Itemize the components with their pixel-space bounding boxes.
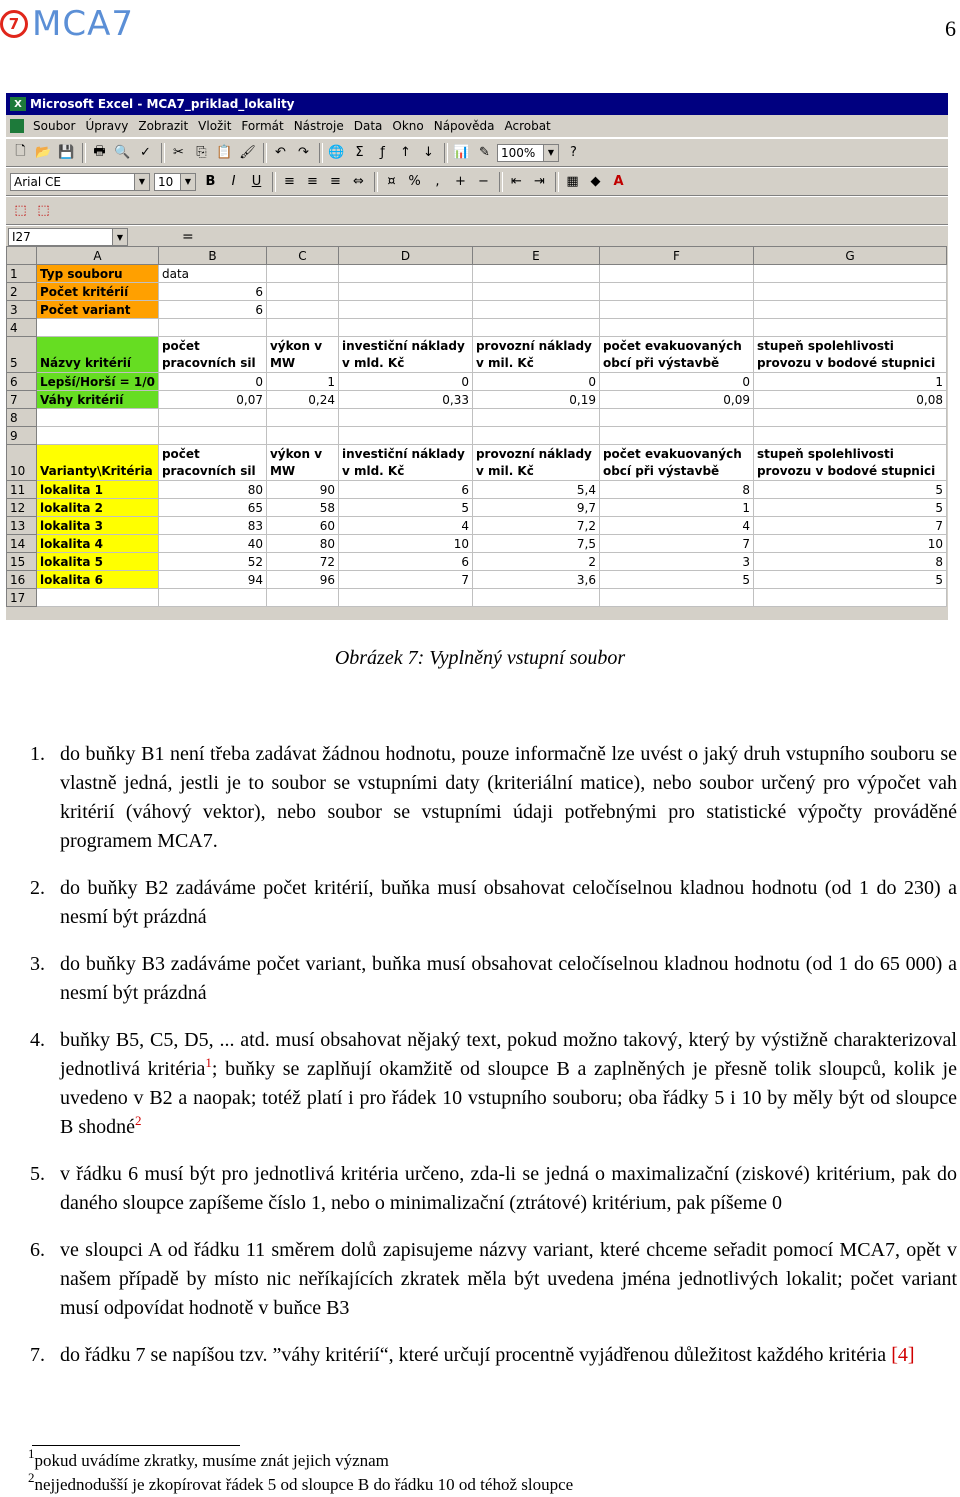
standard-toolbar xyxy=(6,138,948,167)
cell-d7[interactable]: 0,33 xyxy=(338,391,472,409)
cell-a2[interactable]: Počet kritérií xyxy=(37,283,159,301)
cell-f7[interactable]: 0,09 xyxy=(599,391,753,409)
decrease-indent-icon[interactable]: ⇤ xyxy=(511,174,522,189)
row-header[interactable]: 4 xyxy=(7,319,37,337)
column-header[interactable]: B xyxy=(158,247,266,265)
cell-e13[interactable]: 7,2 xyxy=(472,517,599,535)
cell-a14[interactable]: lokalita 4 xyxy=(37,535,159,553)
menu-nastroje[interactable]: Nástroje xyxy=(293,119,344,133)
open-folder-icon[interactable]: 📂 xyxy=(35,145,52,160)
sheet-row-3 xyxy=(7,301,947,319)
chevron-down-icon: ▼ xyxy=(134,174,149,190)
cell-e11[interactable]: 5,4 xyxy=(472,481,599,499)
cell-b14[interactable]: 40 xyxy=(158,535,266,553)
row-header[interactable]: 5 xyxy=(7,337,37,373)
sort-descending-icon[interactable]: ↓ xyxy=(423,145,434,160)
cell-a16[interactable]: lokalita 6 xyxy=(37,571,159,589)
row-header[interactable]: 17 xyxy=(7,589,37,607)
spreadsheet-grid[interactable] xyxy=(6,246,947,607)
chevron-down-icon: ▼ xyxy=(112,229,127,245)
cell-e16[interactable]: 3,6 xyxy=(472,571,599,589)
menu-upravy[interactable]: Úpravy xyxy=(85,119,129,133)
autosum-icon[interactable]: Σ xyxy=(355,145,364,160)
cell-d16[interactable]: 7 xyxy=(338,571,472,589)
column-header[interactable]: E xyxy=(472,247,599,265)
sheet-row-12 xyxy=(7,499,947,517)
formatting-toolbar xyxy=(6,167,948,196)
cell-a10[interactable]: Varianty\Kritéria xyxy=(37,445,159,481)
list-item: 5. v řádku 6 musí být pro jednotlivá kritéria určeno, zda-li se jedná o maximalizační (ziskové) kritérium, pak do daného sloupce zapíšeme číslo 1, nebo o minimalizační (ztrátové) kritérium, pak píšeme 0 xyxy=(30,1163,957,1214)
footnote-ref[interactable]: 2 xyxy=(135,1113,142,1128)
cell-a12[interactable]: lokalita 2 xyxy=(37,499,159,517)
underline-icon[interactable]: U xyxy=(251,174,262,189)
italic-icon[interactable]: I xyxy=(231,174,236,189)
decrease-decimal-icon[interactable]: − xyxy=(478,174,489,189)
pdf-email-icon[interactable]: ⬚ xyxy=(37,203,50,218)
cell-g5[interactable]: stupeň spolehlivosti provozu v bodové stupnici xyxy=(753,337,946,373)
cell-b12[interactable]: 65 xyxy=(158,499,266,517)
workbook-icon xyxy=(10,119,24,133)
bold-icon[interactable]: B xyxy=(205,174,216,189)
spellcheck-icon[interactable]: ✓ xyxy=(140,145,151,160)
cell-g6[interactable]: 1 xyxy=(753,373,946,391)
sheet-row-9 xyxy=(7,427,947,445)
save-icon[interactable]: 💾 xyxy=(58,145,75,160)
row-header[interactable]: 7 xyxy=(7,391,37,409)
cell-c6[interactable]: 1 xyxy=(266,373,338,391)
cell-e12[interactable]: 9,7 xyxy=(472,499,599,517)
list-item: 7. do řádku 7 se napíšou tzv. ”váhy kritérií“, které určují procentně vyjádřenou důležitost každého kritéria [4] xyxy=(30,1344,915,1366)
menu-vlozit[interactable]: Vložit xyxy=(198,119,232,133)
acrobat-toolbar xyxy=(6,196,948,225)
formula-equals: = xyxy=(182,229,194,245)
menu-zobrazit[interactable]: Zobrazit xyxy=(138,119,189,133)
cell-b6[interactable]: 0 xyxy=(158,373,266,391)
drawing-icon[interactable]: ✎ xyxy=(479,145,490,160)
cell-d11[interactable]: 6 xyxy=(338,481,472,499)
cell-g13[interactable]: 7 xyxy=(753,517,946,535)
column-header[interactable]: F xyxy=(599,247,753,265)
cell-g7[interactable]: 0,08 xyxy=(753,391,946,409)
column-header[interactable]: D xyxy=(338,247,472,265)
cell-c5[interactable]: výkon v MW xyxy=(266,337,338,373)
cell-d12[interactable]: 5 xyxy=(338,499,472,517)
cell-b7[interactable]: 0,07 xyxy=(158,391,266,409)
cell-c12[interactable]: 58 xyxy=(266,499,338,517)
cell-g11[interactable]: 5 xyxy=(753,481,946,499)
row-header[interactable]: 2 xyxy=(7,283,37,301)
list-item: 6. ve sloupci A od řádku 11 směrem dolů zapisujeme názvy variant, které chceme seřadit pomocí MCA7, opět v našem případě by místo nic neříkajících zkratek měla být uvedena jména jednotlivých lokalit; počet variant musí odpovídat hodnotě v buňce B3 xyxy=(30,1239,957,1319)
cell-e7[interactable]: 0,19 xyxy=(472,391,599,409)
menu-okno[interactable]: Okno xyxy=(392,119,424,133)
cell-c16[interactable]: 96 xyxy=(266,571,338,589)
cell-d14[interactable]: 10 xyxy=(338,535,472,553)
name-box[interactable]: I27 ▼ xyxy=(8,228,128,246)
menu-soubor[interactable]: Soubor xyxy=(33,119,76,133)
fill-color-icon[interactable]: ◆ xyxy=(590,174,601,189)
cell-c15[interactable]: 72 xyxy=(266,553,338,571)
row-header[interactable]: 10 xyxy=(7,445,37,481)
cell-g16[interactable]: 5 xyxy=(753,571,946,589)
cell-f16[interactable]: 5 xyxy=(599,571,753,589)
footnote-divider xyxy=(32,1445,240,1446)
figure-caption: Obrázek 7: Vyplněný vstupní soubor xyxy=(334,647,626,669)
menu-napoveda[interactable]: Nápověda xyxy=(433,119,495,133)
cell-a11[interactable]: lokalita 1 xyxy=(37,481,159,499)
sort-ascending-icon[interactable]: ↑ xyxy=(400,145,411,160)
cell-c14[interactable]: 80 xyxy=(266,535,338,553)
sheet-row-14 xyxy=(7,535,947,553)
cell-a6[interactable]: Lepší/Horší = 1/0 xyxy=(37,373,159,391)
pdf-convert-icon[interactable]: ⬚ xyxy=(14,203,27,218)
row-header[interactable]: 14 xyxy=(7,535,37,553)
cell-a1[interactable]: Typ souboru xyxy=(37,265,159,283)
sheet-row-17 xyxy=(7,589,947,607)
new-file-icon[interactable]: 🗋 xyxy=(15,143,26,159)
column-header[interactable]: C xyxy=(266,247,338,265)
column-header[interactable]: A xyxy=(37,247,159,265)
cell-f13[interactable]: 4 xyxy=(599,517,753,535)
sheet-row-11 xyxy=(7,481,947,499)
align-right-icon[interactable]: ≡ xyxy=(330,174,341,189)
menu-bar xyxy=(6,115,948,138)
redo-icon[interactable]: ↷ xyxy=(298,145,309,160)
cell-g10[interactable]: stupeň spolehlivosti provozu v bodové stupnici xyxy=(753,445,946,481)
merge-center-icon[interactable]: ⇔ xyxy=(353,174,364,189)
formula-bar xyxy=(6,225,948,248)
cell-a13[interactable]: lokalita 3 xyxy=(37,517,159,535)
currency-icon[interactable]: ¤ xyxy=(387,174,396,189)
cell-b10[interactable]: počet pracovních sil xyxy=(158,445,266,481)
sheet-row-6 xyxy=(7,373,947,391)
cell-e6[interactable]: 0 xyxy=(472,373,599,391)
cell-b13[interactable]: 83 xyxy=(158,517,266,535)
footnote: $^1$pokud uvádíme zkratky, musíme znát jejich význam xyxy=(28,1446,389,1470)
increase-decimal-icon[interactable]: + xyxy=(455,174,466,189)
select-all-corner[interactable] xyxy=(7,247,37,265)
menu-format[interactable]: Formát xyxy=(241,119,284,133)
sheet-row-8 xyxy=(7,409,947,427)
menu-acrobat[interactable]: Acrobat xyxy=(504,119,551,133)
cell-b5[interactable]: počet pracovních sil xyxy=(158,337,266,373)
chevron-down-icon: ▼ xyxy=(180,174,195,190)
row-header[interactable]: 3 xyxy=(7,301,37,319)
cell-d13[interactable]: 4 xyxy=(338,517,472,535)
cell-c10[interactable]: výkon v MW xyxy=(266,445,338,481)
increase-indent-icon[interactable]: ⇥ xyxy=(534,174,545,189)
cell-f15[interactable]: 3 xyxy=(599,553,753,571)
cell-b11[interactable]: 80 xyxy=(158,481,266,499)
help-icon[interactable]: ? xyxy=(570,145,577,160)
print-icon[interactable]: 🖶 xyxy=(93,143,106,159)
cell-b15[interactable]: 52 xyxy=(158,553,266,571)
excel-window xyxy=(6,93,948,620)
cell-a15[interactable]: lokalita 5 xyxy=(37,553,159,571)
excel-app-icon: X xyxy=(10,97,26,111)
sheet-row-16 xyxy=(7,571,947,589)
logo-ring-icon: 7 xyxy=(0,10,28,38)
column-header[interactable]: G xyxy=(753,247,946,265)
percent-icon[interactable]: % xyxy=(408,174,421,189)
cell-b16[interactable]: 94 xyxy=(158,571,266,589)
align-center-icon[interactable]: ≡ xyxy=(307,174,318,189)
row-header[interactable]: 11 xyxy=(7,481,37,499)
row-header[interactable]: 1 xyxy=(7,265,37,283)
cell-f12[interactable]: 1 xyxy=(599,499,753,517)
list-item: 3. do buňky B3 zadáváme počet variant, buňka musí obsahovat celočíselnou kladnou hodnotu (od 1 do 65 000) a nesmí být prázdná xyxy=(30,953,957,1004)
citation-link[interactable]: [4] xyxy=(891,1344,915,1366)
cell-d15[interactable]: 6 xyxy=(338,553,472,571)
cell-g15[interactable]: 8 xyxy=(753,553,946,571)
paste-icon[interactable]: 📋 xyxy=(216,145,233,160)
sheet-row-4 xyxy=(7,319,947,337)
cell-b1[interactable]: data xyxy=(158,265,266,283)
cell-e5[interactable]: provozní náklady v mil. Kč xyxy=(472,337,599,373)
row-header[interactable]: 12 xyxy=(7,499,37,517)
footnote: $^2$nejjednodušší je zkopírovat řádek 5 od sloupce B do řádku 10 od téhož sloupce xyxy=(28,1470,574,1494)
menu-data[interactable]: Data xyxy=(353,119,383,133)
chart-wizard-icon[interactable]: 📊 xyxy=(453,145,470,160)
cell-c7[interactable]: 0,24 xyxy=(266,391,338,409)
row-header[interactable]: 9 xyxy=(7,427,37,445)
sheet-row-5 xyxy=(7,337,947,373)
cell-c11[interactable]: 90 xyxy=(266,481,338,499)
sheet-row-10 xyxy=(7,445,947,481)
cell-f5[interactable]: počet evakuovaných obcí při výstavbě xyxy=(599,337,753,373)
row-header[interactable]: 8 xyxy=(7,409,37,427)
font-name-select[interactable]: Arial CE ▼ xyxy=(10,173,150,191)
sheet-row-13 xyxy=(7,517,947,535)
font-color-icon[interactable]: A xyxy=(613,174,624,189)
copy-icon[interactable]: ⎘ xyxy=(196,145,207,160)
cell-c13[interactable]: 60 xyxy=(266,517,338,535)
cell-a5[interactable]: Názvy kritérií xyxy=(37,337,159,373)
borders-icon[interactable]: ▦ xyxy=(566,174,579,189)
print-preview-icon[interactable]: 🔍 xyxy=(114,145,131,160)
cell-b3[interactable]: 6 xyxy=(158,301,266,319)
sheet-row-1 xyxy=(7,265,947,283)
window-title: Microsoft Excel - MCA7_priklad_lokality xyxy=(30,97,295,111)
cell-b2[interactable]: 6 xyxy=(158,283,266,301)
page-number: 6 xyxy=(945,16,956,41)
cell-e10[interactable]: provozní náklady v mil. Kč xyxy=(472,445,599,481)
cell-a3[interactable]: Počet variant xyxy=(37,301,159,319)
cell-d5[interactable]: investiční náklady v mld. Kč xyxy=(338,337,472,373)
instruction-list xyxy=(24,740,957,1388)
logo-text: MCA7 xyxy=(32,4,134,44)
cell-e14[interactable]: 7,5 xyxy=(472,535,599,553)
cell-f6[interactable]: 0 xyxy=(599,373,753,391)
row-header[interactable]: 15 xyxy=(7,553,37,571)
cell-d10[interactable]: investiční náklady v mld. Kč xyxy=(338,445,472,481)
list-item: 4. buňky B5, C5, D5, ... atd. musí obsahovat nějaký text, pokud možno takový, který by výstižně charakterizoval jednotlivá kritéria$^1$; buňky se zaplňují okamžitě od sloupce B a zaplněných je přesně tolik sloupců, kolik je uvedeno v B2 a naopak; totéž platí i pro řádek 10 vstupního souboru; oba řádky 5 i 10 by měly být od sloupce B shodné$^2$ xyxy=(30,1029,957,1138)
row-header[interactable]: 16 xyxy=(7,571,37,589)
thousands-icon[interactable]: , xyxy=(435,174,440,189)
cell-g14[interactable]: 10 xyxy=(753,535,946,553)
cut-icon[interactable]: ✂ xyxy=(173,145,184,160)
list-item: 1. do buňky B1 není třeba zadávat žádnou hodnotu, pouze informačně lze uvést o jaký druh vstupního souboru se vlastně jedná, jestli je to soubor se vstupními daty (kriteriální matice), nebo soubor určený pro výpočet vah kritérií (váhový vektor), nebo soubor se vstupními údaji potřebnými pro statistické výpočty prováděné programem MCA7. xyxy=(30,743,957,852)
cell-d6[interactable]: 0 xyxy=(338,373,472,391)
cell-f10[interactable]: počet evakuovaných obcí při výstavbě xyxy=(599,445,753,481)
excel-titlebar xyxy=(6,93,948,115)
function-icon[interactable]: ƒ xyxy=(380,145,385,160)
mca7-logo xyxy=(0,4,134,44)
cell-g12[interactable]: 5 xyxy=(753,499,946,517)
sheet-row-15 xyxy=(7,553,947,571)
font-size-select[interactable]: 10 ▼ xyxy=(154,173,196,191)
hyperlink-icon[interactable]: 🌐 xyxy=(328,145,345,160)
cell-e15[interactable]: 2 xyxy=(472,553,599,571)
undo-icon[interactable]: ↶ xyxy=(275,145,286,160)
row-header[interactable]: 6 xyxy=(7,373,37,391)
cell-a7[interactable]: Váhy kritérií xyxy=(37,391,159,409)
footnote-ref[interactable]: 1 xyxy=(205,1055,212,1070)
cell-f11[interactable]: 8 xyxy=(599,481,753,499)
align-left-icon[interactable]: ≡ xyxy=(284,174,295,189)
chevron-down-icon: ▼ xyxy=(543,145,558,161)
format-painter-icon[interactable]: 🖌 xyxy=(239,145,256,160)
cell-f14[interactable]: 7 xyxy=(599,535,753,553)
list-item: 2. do buňky B2 zadáváme počet kritérií, buňka musí obsahovat celočíselnou kladnou hodnotu (od 1 do 230) a nesmí být prázdná xyxy=(30,877,957,928)
zoom-select[interactable]: 100% ▼ xyxy=(497,144,559,162)
sheet-row-7 xyxy=(7,391,947,409)
footnotes xyxy=(28,1446,574,1497)
row-header[interactable]: 13 xyxy=(7,517,37,535)
sheet-row-2 xyxy=(7,283,947,301)
